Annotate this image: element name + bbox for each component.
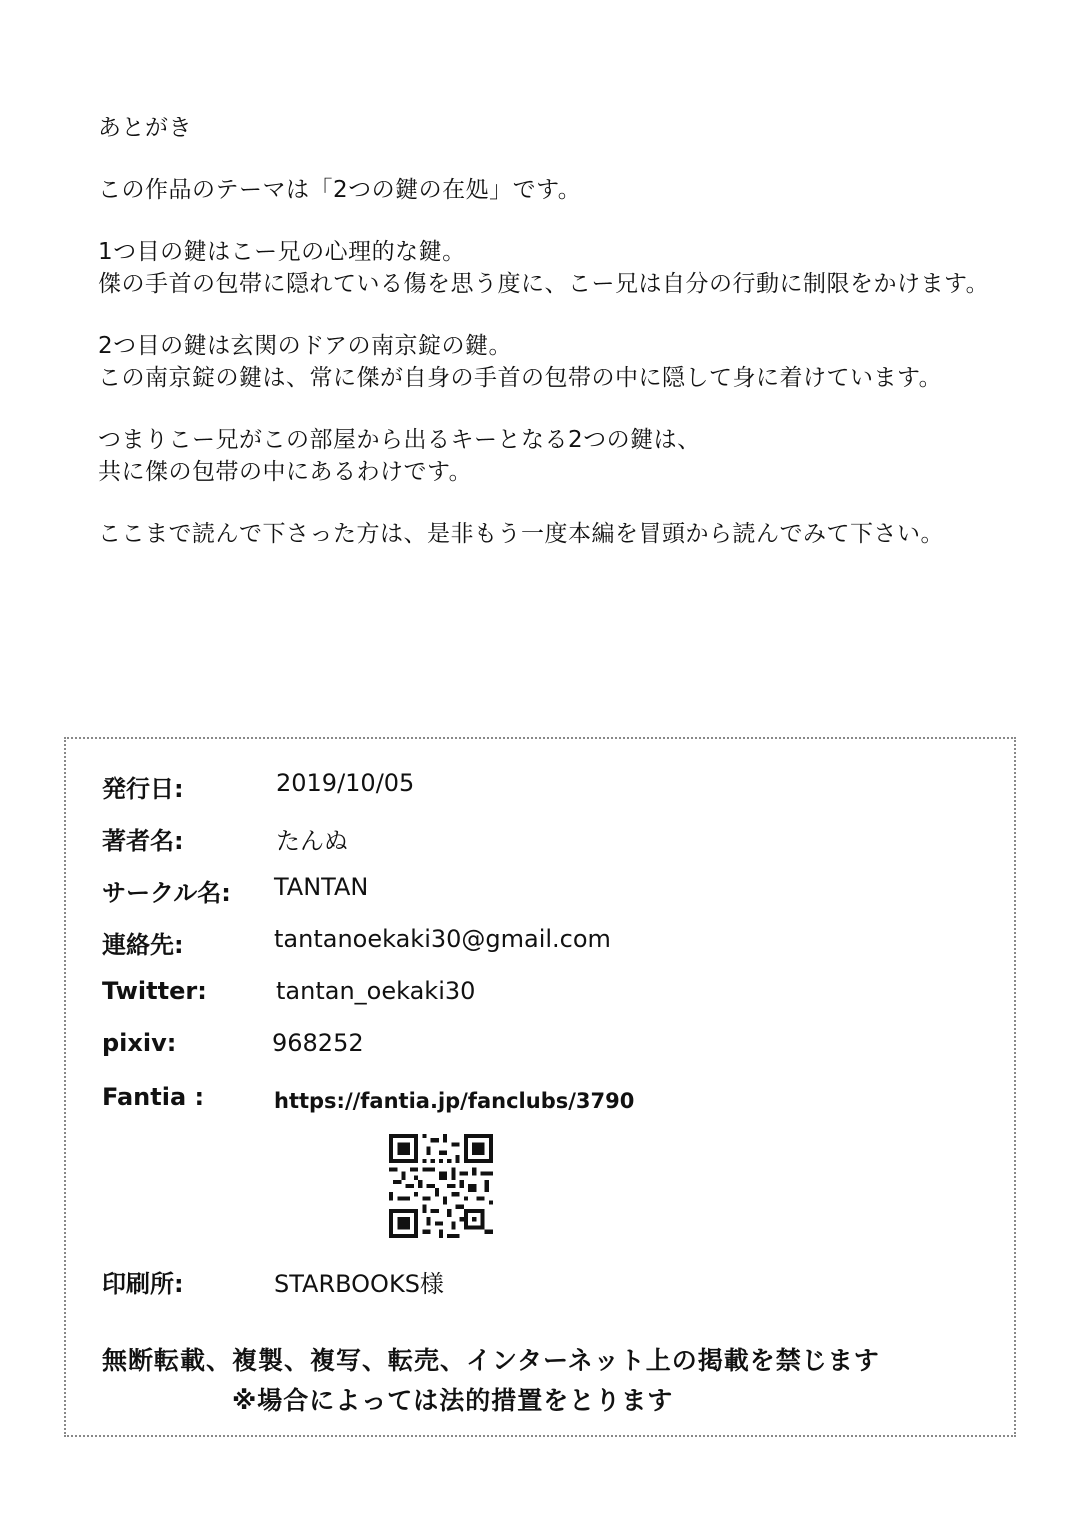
afterword-title: あとがき	[98, 115, 192, 141]
publish-date-label: 発行日:	[102, 775, 184, 803]
copyright-notice: 無断転載、複製、複写、転売、インターネット上の掲載を禁じます	[102, 1346, 880, 1375]
afterword-key2-line1: 2つ目の鍵は玄関のドアの南京錠の鍵。	[98, 333, 512, 359]
twitter-label: Twitter:	[102, 977, 207, 1005]
colophon-box	[64, 737, 1016, 1437]
afterword-summary-line1: つまりこー兄がこの部屋から出るキーとなる2つの鍵は、	[98, 427, 701, 453]
qr-code-icon	[389, 1134, 493, 1238]
contact-email[interactable]: tantanoekaki30@gmail.com	[274, 925, 611, 953]
author-value: たんぬ	[276, 827, 348, 855]
fantia-label: Fantia :	[102, 1083, 205, 1111]
afterword-theme: この作品のテーマは「2つの鍵の在処」です。	[98, 177, 582, 203]
legal-warning: ※場合によっては法的措置をとります	[232, 1386, 674, 1415]
printer-label: 印刷所:	[102, 1270, 184, 1298]
circle-value: TANTAN	[274, 873, 369, 901]
pixiv-label: pixiv:	[102, 1029, 177, 1057]
publish-date-value: 2019/10/05	[276, 769, 415, 797]
printer-value: STARBOOKS様	[274, 1270, 444, 1298]
afterword-key1-line2: 傑の手首の包帯に隠れている傷を思う度に、こー兄は自分の行動に制限をかけます。	[98, 271, 990, 297]
fantia-url[interactable]: https://fantia.jp/fanclubs/3790	[274, 1089, 635, 1113]
twitter-handle[interactable]: tantan_oekaki30	[276, 977, 476, 1005]
circle-label: サークル名:	[102, 879, 231, 907]
afterword-key2-line2: この南京錠の鍵は、常に傑が自身の手首の包帯の中に隠して身に着けています。	[98, 365, 943, 391]
afterword-summary-line2: 共に傑の包帯の中にあるわけです。	[98, 459, 473, 485]
afterword-closing: ここまで読んで下さった方は、是非もう一度本編を冒頭から読んでみて下さい。	[98, 521, 944, 547]
afterword	[98, 112, 1058, 550]
pixiv-id[interactable]: 968252	[272, 1029, 364, 1057]
afterword-key1-line1: 1つ目の鍵はこー兄の心理的な鍵。	[98, 239, 466, 265]
contact-label: 連絡先:	[102, 931, 184, 959]
author-label: 著者名:	[102, 827, 184, 855]
